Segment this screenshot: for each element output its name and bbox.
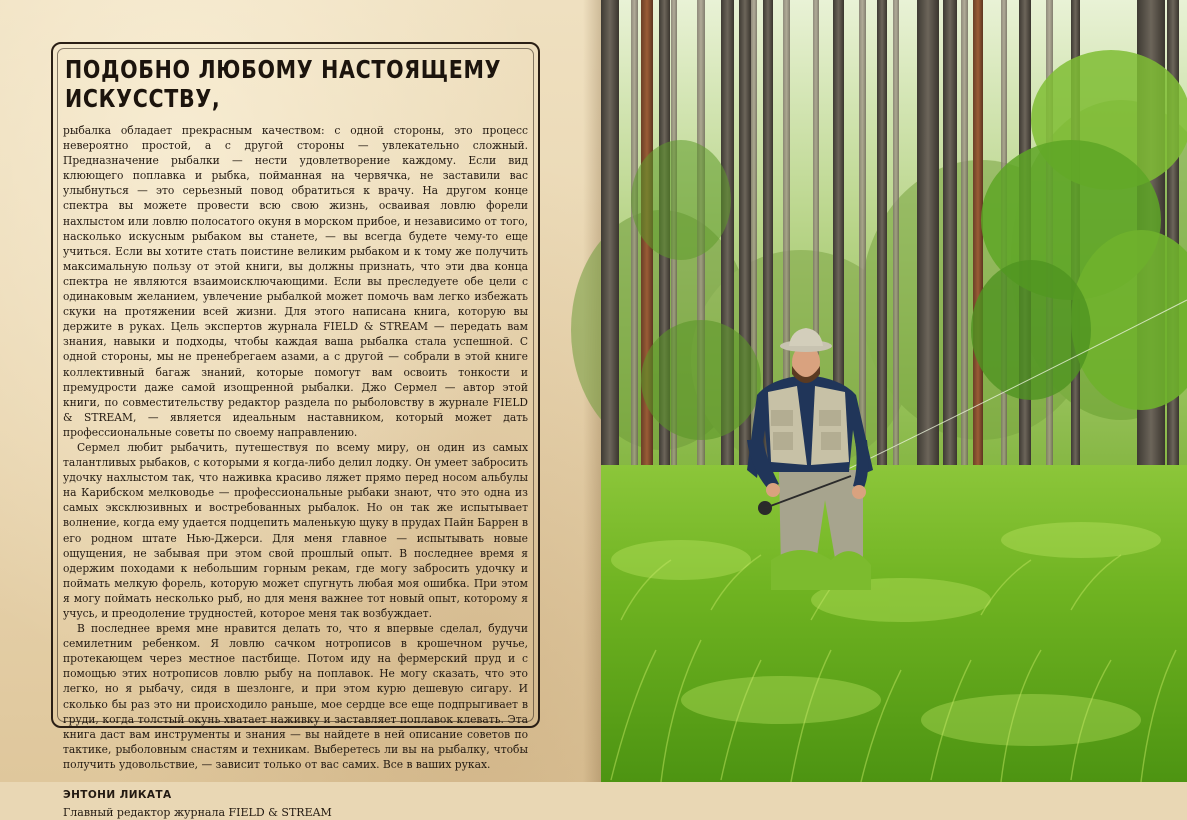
paragraph-2: Сермел любит рыбачить, путешествуя по всему миру, он один из самых талантливых рыбаков, с которыми я когда-либо делил лодку. Он умеет забросить удочку нахлыстом так, что наживка красиво ляжет прямо перед носом альбулы на Карибском мелководье — профессиональные рыбаки знают, что это одна из самых эксклюзивных и востребованных рыбалок. Но он так же испытывает волнение, когда ему удается подцепить маленькую щуку в прудах Пайн Баррен в его родном штате Нью-Джерси. Для меня главное — испытывать новые ощущения, не забывая при этом свой прошлый опыт. В последнее время я одержим походами к небольшим горным рекам, где могу забросить удочку и поймать мелкую форель, которую может спугнуть любая моя ошибка. При этом я могу поймать несколько рыб, но для меня важнее тот новый опыт, которому я учусь, и преодоление трудностей, которое меня так возбуждает.	[63, 440, 528, 620]
paragraph-1: рыбалка обладает прекрасным качеством: с одной стороны, это процесс невероятно простой, а с другой стороны — увлекательно сложный. Предназначение рыбалки — нести удовлетворение каждому. Если вид клюющего поплавка и рыбка, пойманная на червячка, не заставили вас улыбнуться — это серьезный повод обратиться к врачу. На другом конце спектра вы можете провести всю свою жизнь, осваивая ловлю форели нахлыстом или ловлю полосатого окуня в морском прибое, и независимо от того, насколько искусным рыбаком вы станете, — вы всегда будете чему-то еще учиться. Если вы хотите стать поистине великим рыбаком и к тому же получить максимальную пользу от этой книги, вы должны признать, что эти два конца спектра не являются взаимоисключающими. Если вы преследуете обе цели с одинаковым желанием, увлечение рыбалкой может помочь вам легко избежать скуки на протяжении всей жизни. Для этого написана книга, которую вы держите в руках. Цель экспертов журнала FIELD & STREAM — передать вам знания, навыки и подходы, чтобы каждая ваша рыбалка стала успешной. С одной стороны, мы не пренебрегаем азами, а с другой — собрали в этой книге коллективный багаж знаний, которые помогут вам освоить тонкости и премудрости даже самой изощренной рыбалки. Джо Сермел — автор этой книги, по совместительству редактор раздела по рыболовству в журнале FIELD & STREAM, — является идеальным наставником, который может дать профессиональные советы по своему направлению.	[63, 124, 528, 439]
forest-photo	[601, 0, 1187, 782]
signature	[63, 788, 528, 820]
article-content	[63, 55, 528, 820]
article-headline: ПОДОБНО ЛЮБОМУ НАСТОЯЩЕМУ ИСКУССТВУ,	[65, 55, 502, 113]
forest-fisherman-illustration	[601, 0, 1187, 782]
author-role: Главный редактор журнала FIELD & STREAM	[63, 806, 332, 820]
article-body	[63, 123, 528, 772]
author-name: ЭНТОНИ ЛИКАТА	[63, 789, 172, 802]
paragraph-3: В последнее время мне нравится делать то, что я впервые сделал, будучи семилетним ребенком. Я ловлю сачком нотрописов в крошечном ручье, протекающем через местное пастбище. Потом иду на фермерский пруд и с помощью этих нотрописов ловлю рыбу на поплавок. Не могу сказать, что это легко, но я рыбачу, сидя в шезлонге, и при этом курю дешевую сигару. И сколько бы раз это ни происходило раньше, мое сердце все еще подпрыгивает в груди, когда толстый окунь хватает наживку и заставляет поплавок клевать. Эта книга даст вам инструменты и знания — вы найдете в ней описание советов по тактике, рыболовным снастям и техникам. Выберетесь ли вы на рыбалку, чтобы получить удовольствие, — зависит только от вас самих. Все в ваших руках.	[63, 622, 528, 771]
